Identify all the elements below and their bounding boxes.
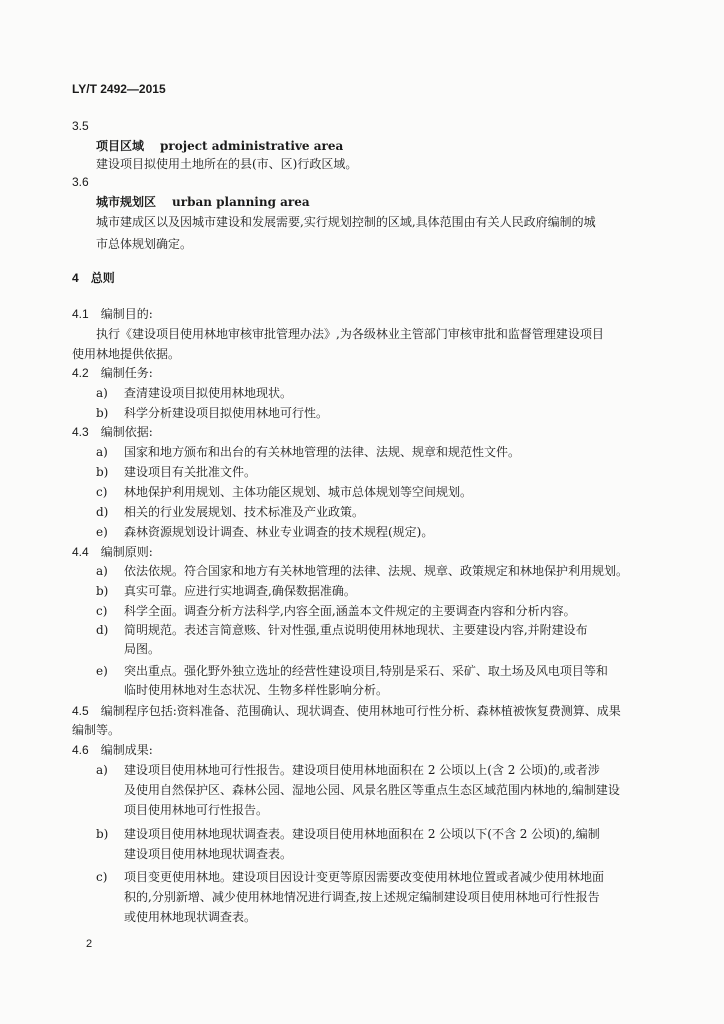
clause-4-1-heading — [72, 306, 153, 322]
list-text: 建设项目使用林地现状调查表。建设项目使用林地面积在 2 公顷以下(不含 2 公顷)的,编制 — [124, 827, 600, 841]
list-marker: e) — [96, 664, 108, 678]
list-marker: b) — [96, 465, 109, 479]
clause-4-3-heading — [72, 424, 153, 440]
clause-4-5-line2: 编制等。 — [72, 723, 121, 737]
clause-4-1-line1: 执行《建设项目使用林地审核审批管理办法》,为各级林业主管部门审核审批和监督管理建设项目 — [96, 327, 604, 341]
list-text: 林地保护利用规划、主体功能区规划、城市总体规划等空间规划。 — [124, 485, 473, 499]
list-item-continuation: 临时使用林地对生态状况、生物多样性影响分析。 — [124, 683, 389, 697]
list-item — [96, 405, 329, 421]
list-item — [96, 524, 434, 540]
term-3-6 — [96, 194, 310, 210]
clause-4-2-number: 4.2 — [72, 366, 89, 380]
list-marker: a) — [96, 763, 108, 777]
list-text: 相关的行业发展规划、技术标准及产业政策。 — [124, 505, 365, 519]
clause-4-3-number: 4.3 — [72, 425, 89, 439]
list-item — [96, 385, 293, 401]
clause-4-5-text: 编制程序包括:资料准备、范围确认、现状调查、使用林地可行性分析、森林植被恢复费测算、成果 — [100, 704, 621, 718]
list-text: 科学全面。调查分析方法科学,内容全面,涵盖本文件规定的主要调查内容和分析内容。 — [124, 604, 576, 618]
list-marker: c) — [96, 485, 108, 499]
list-text: 项目变更使用林地。建设项目因设计变更等原因需要改变使用林地位置或者减少使用林地面 — [124, 870, 605, 884]
chapter-4-title: 总则 — [90, 271, 115, 285]
clause-4-5-line1 — [72, 703, 621, 719]
list-item — [96, 622, 588, 638]
clause-4-1-title: 编制目的: — [100, 307, 153, 321]
list-marker: c) — [96, 604, 108, 618]
list-marker: a) — [96, 386, 108, 400]
list-item — [96, 484, 473, 500]
list-marker: b) — [96, 827, 109, 841]
clause-4-2-title: 编制任务: — [100, 366, 153, 380]
list-item-continuation: 或使用林地现状调查表。 — [124, 910, 257, 924]
doc-id-header: LY/T 2492—2015 — [72, 82, 166, 96]
list-item — [96, 603, 576, 619]
list-marker: c) — [96, 870, 108, 884]
list-text: 突出重点。强化野外独立选址的经营性建设项目,特别是采石、采矿、取土场及风电项目等和 — [124, 664, 608, 678]
list-text: 国家和地方颁布和出台的有关林地管理的法律、法规、规章和规范性文件。 — [124, 445, 521, 459]
list-item-continuation: 及使用自然保护区、森林公园、湿地公园、风景名胜区等重点生态区域范围内林地的,编制建设 — [124, 783, 620, 797]
clause-3-5-number: 3.5 — [72, 119, 89, 133]
list-text: 查清建设项目拟使用林地现状。 — [124, 386, 293, 400]
clause-4-6-heading — [72, 742, 153, 758]
list-marker: e) — [96, 525, 108, 539]
list-marker: d) — [96, 623, 109, 637]
term-3-6-en: urban planning area — [172, 195, 310, 209]
list-text: 森林资源规划设计调查、林业专业调查的技术规程(规定)。 — [124, 525, 434, 539]
clause-4-6-title: 编制成果: — [100, 743, 153, 757]
list-item — [96, 663, 608, 679]
list-item — [96, 504, 365, 520]
list-item-continuation: 积的,分别新增、减少使用林地情况进行调查,按上述规定编制建设项目使用林地可行性报告 — [124, 890, 600, 904]
list-text: 真实可靠。应进行实地调查,确保数据准确。 — [124, 584, 356, 598]
list-text: 依法依规。符合国家和地方有关林地管理的法律、法规、规章、政策规定和林地保护利用规划。 — [124, 564, 629, 578]
chapter-4-heading — [72, 270, 115, 286]
clause-4-3-title: 编制依据: — [100, 425, 153, 439]
list-marker: b) — [96, 406, 109, 420]
list-item-continuation: 建设项目使用林地现状调查表。 — [124, 847, 293, 861]
list-text: 科学分析建设项目拟使用林地可行性。 — [124, 406, 329, 420]
definition-3-6-line2: 市总体规划确定。 — [96, 237, 193, 251]
clause-3-6-number: 3.6 — [72, 175, 89, 189]
list-marker: b) — [96, 584, 109, 598]
list-item — [96, 444, 521, 460]
list-marker: d) — [96, 505, 109, 519]
list-item — [96, 583, 356, 599]
term-3-6-zh: 城市规划区 — [96, 195, 157, 209]
clause-4-1-line2: 使用林地提供依据。 — [72, 347, 181, 361]
list-item-continuation: 局图。 — [124, 642, 161, 656]
list-text: 建设项目使用林地可行性报告。建设项目使用林地面积在 2 公顷以上(含 2 公顷)的,或者涉 — [124, 763, 600, 777]
list-text: 简明规范。表述言简意赅、针对性强,重点说明使用林地现状、主要建设内容,并附建设布 — [124, 623, 588, 637]
page-number: 2 — [86, 938, 93, 950]
clause-4-1-number: 4.1 — [72, 307, 89, 321]
term-3-5 — [96, 138, 343, 154]
clause-4-4-number: 4.4 — [72, 545, 89, 559]
definition-3-5: 建设项目拟使用土地所在的县(市、区)行政区域。 — [96, 157, 358, 171]
list-item — [96, 563, 629, 579]
list-marker: a) — [96, 564, 108, 578]
term-3-5-en: project administrative area — [160, 139, 344, 153]
list-item — [96, 464, 257, 480]
definition-3-6-line1: 城市建成区以及因城市建设和发展需要,实行规划控制的区域,具体范围由有关人民政府编制的城 — [96, 215, 596, 229]
list-marker: a) — [96, 445, 108, 459]
list-item-continuation: 项目使用林地可行性报告。 — [124, 803, 269, 817]
list-text: 建设项目有关批准文件。 — [124, 465, 257, 479]
clause-4-2-heading — [72, 365, 153, 381]
clause-4-6-number: 4.6 — [72, 743, 89, 757]
clause-4-4-title: 编制原则: — [100, 545, 153, 559]
term-3-5-zh: 项目区域 — [96, 139, 145, 153]
clause-4-4-heading — [72, 544, 153, 560]
chapter-4-number: 4 — [72, 271, 79, 285]
clause-4-5-number: 4.5 — [72, 704, 89, 718]
